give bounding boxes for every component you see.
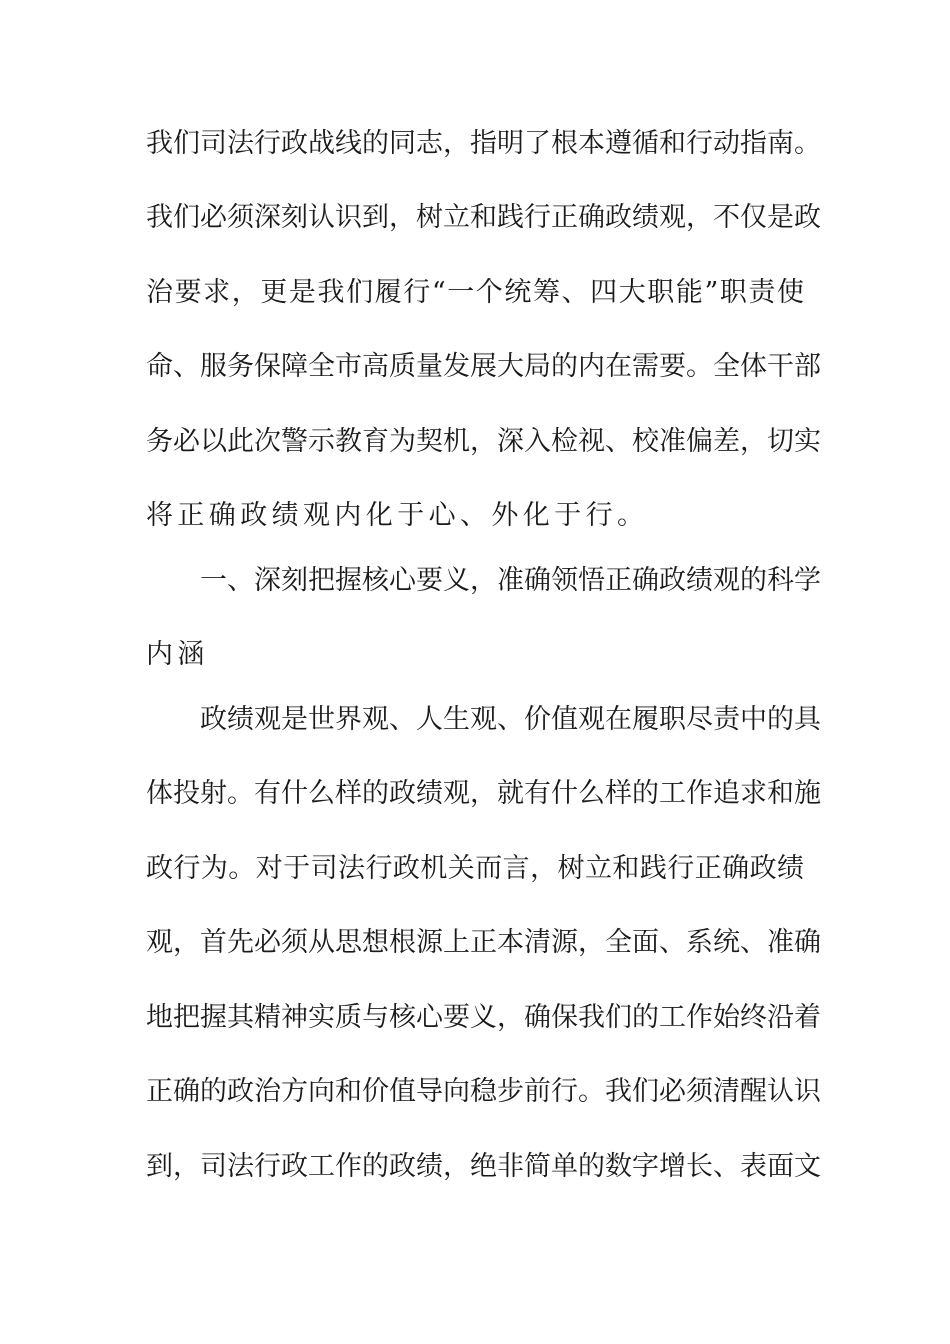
text-line: 地把握其精神实质与核心要义，确保我们的工作始终沿着 [146,1002,821,1033]
text-line: 观，首先必须从思想根源上正本清源，全面、系统、准确 [146,927,821,958]
text-line: 体投射。有什么样的政绩观，就有什么样的工作追求和施 [146,778,821,809]
text-line: 政行为。对于司法行政机关而言，树立和践行正确政绩 [146,853,804,884]
section-heading-line: 内涵 [146,639,209,670]
text-line: 治要求，更是我们履行“一个统筹、四大职能”职责使 [146,277,804,308]
text-line: 正确的政治方向和价值导向稳步前行。我们必须清醒认识 [146,1076,821,1107]
text-line: 务必以此次警示教育为契机，深入检视、校准偏差，切实 [146,426,821,457]
section-heading-line: 一、深刻把握核心要义，准确领悟正确政绩观的科学 [200,565,821,596]
text-line: 我们司法行政战线的同志，指明了根本遵循和行动指南。 [146,128,821,159]
text-line: 政绩观是世界观、人生观、价值观在履职尽责中的具 [200,704,821,735]
text-line: 到，司法行政工作的政绩，绝非简单的数字增长、表面文 [146,1151,821,1182]
text-line: 将正确政绩观内化于心、外化于行。 [146,500,649,531]
text-line: 命、服务保障全市高质量发展大局的内在需要。全体干部 [146,351,821,382]
text-line: 我们必须深刻认识到，树立和践行正确政绩观，不仅是政 [146,202,821,233]
